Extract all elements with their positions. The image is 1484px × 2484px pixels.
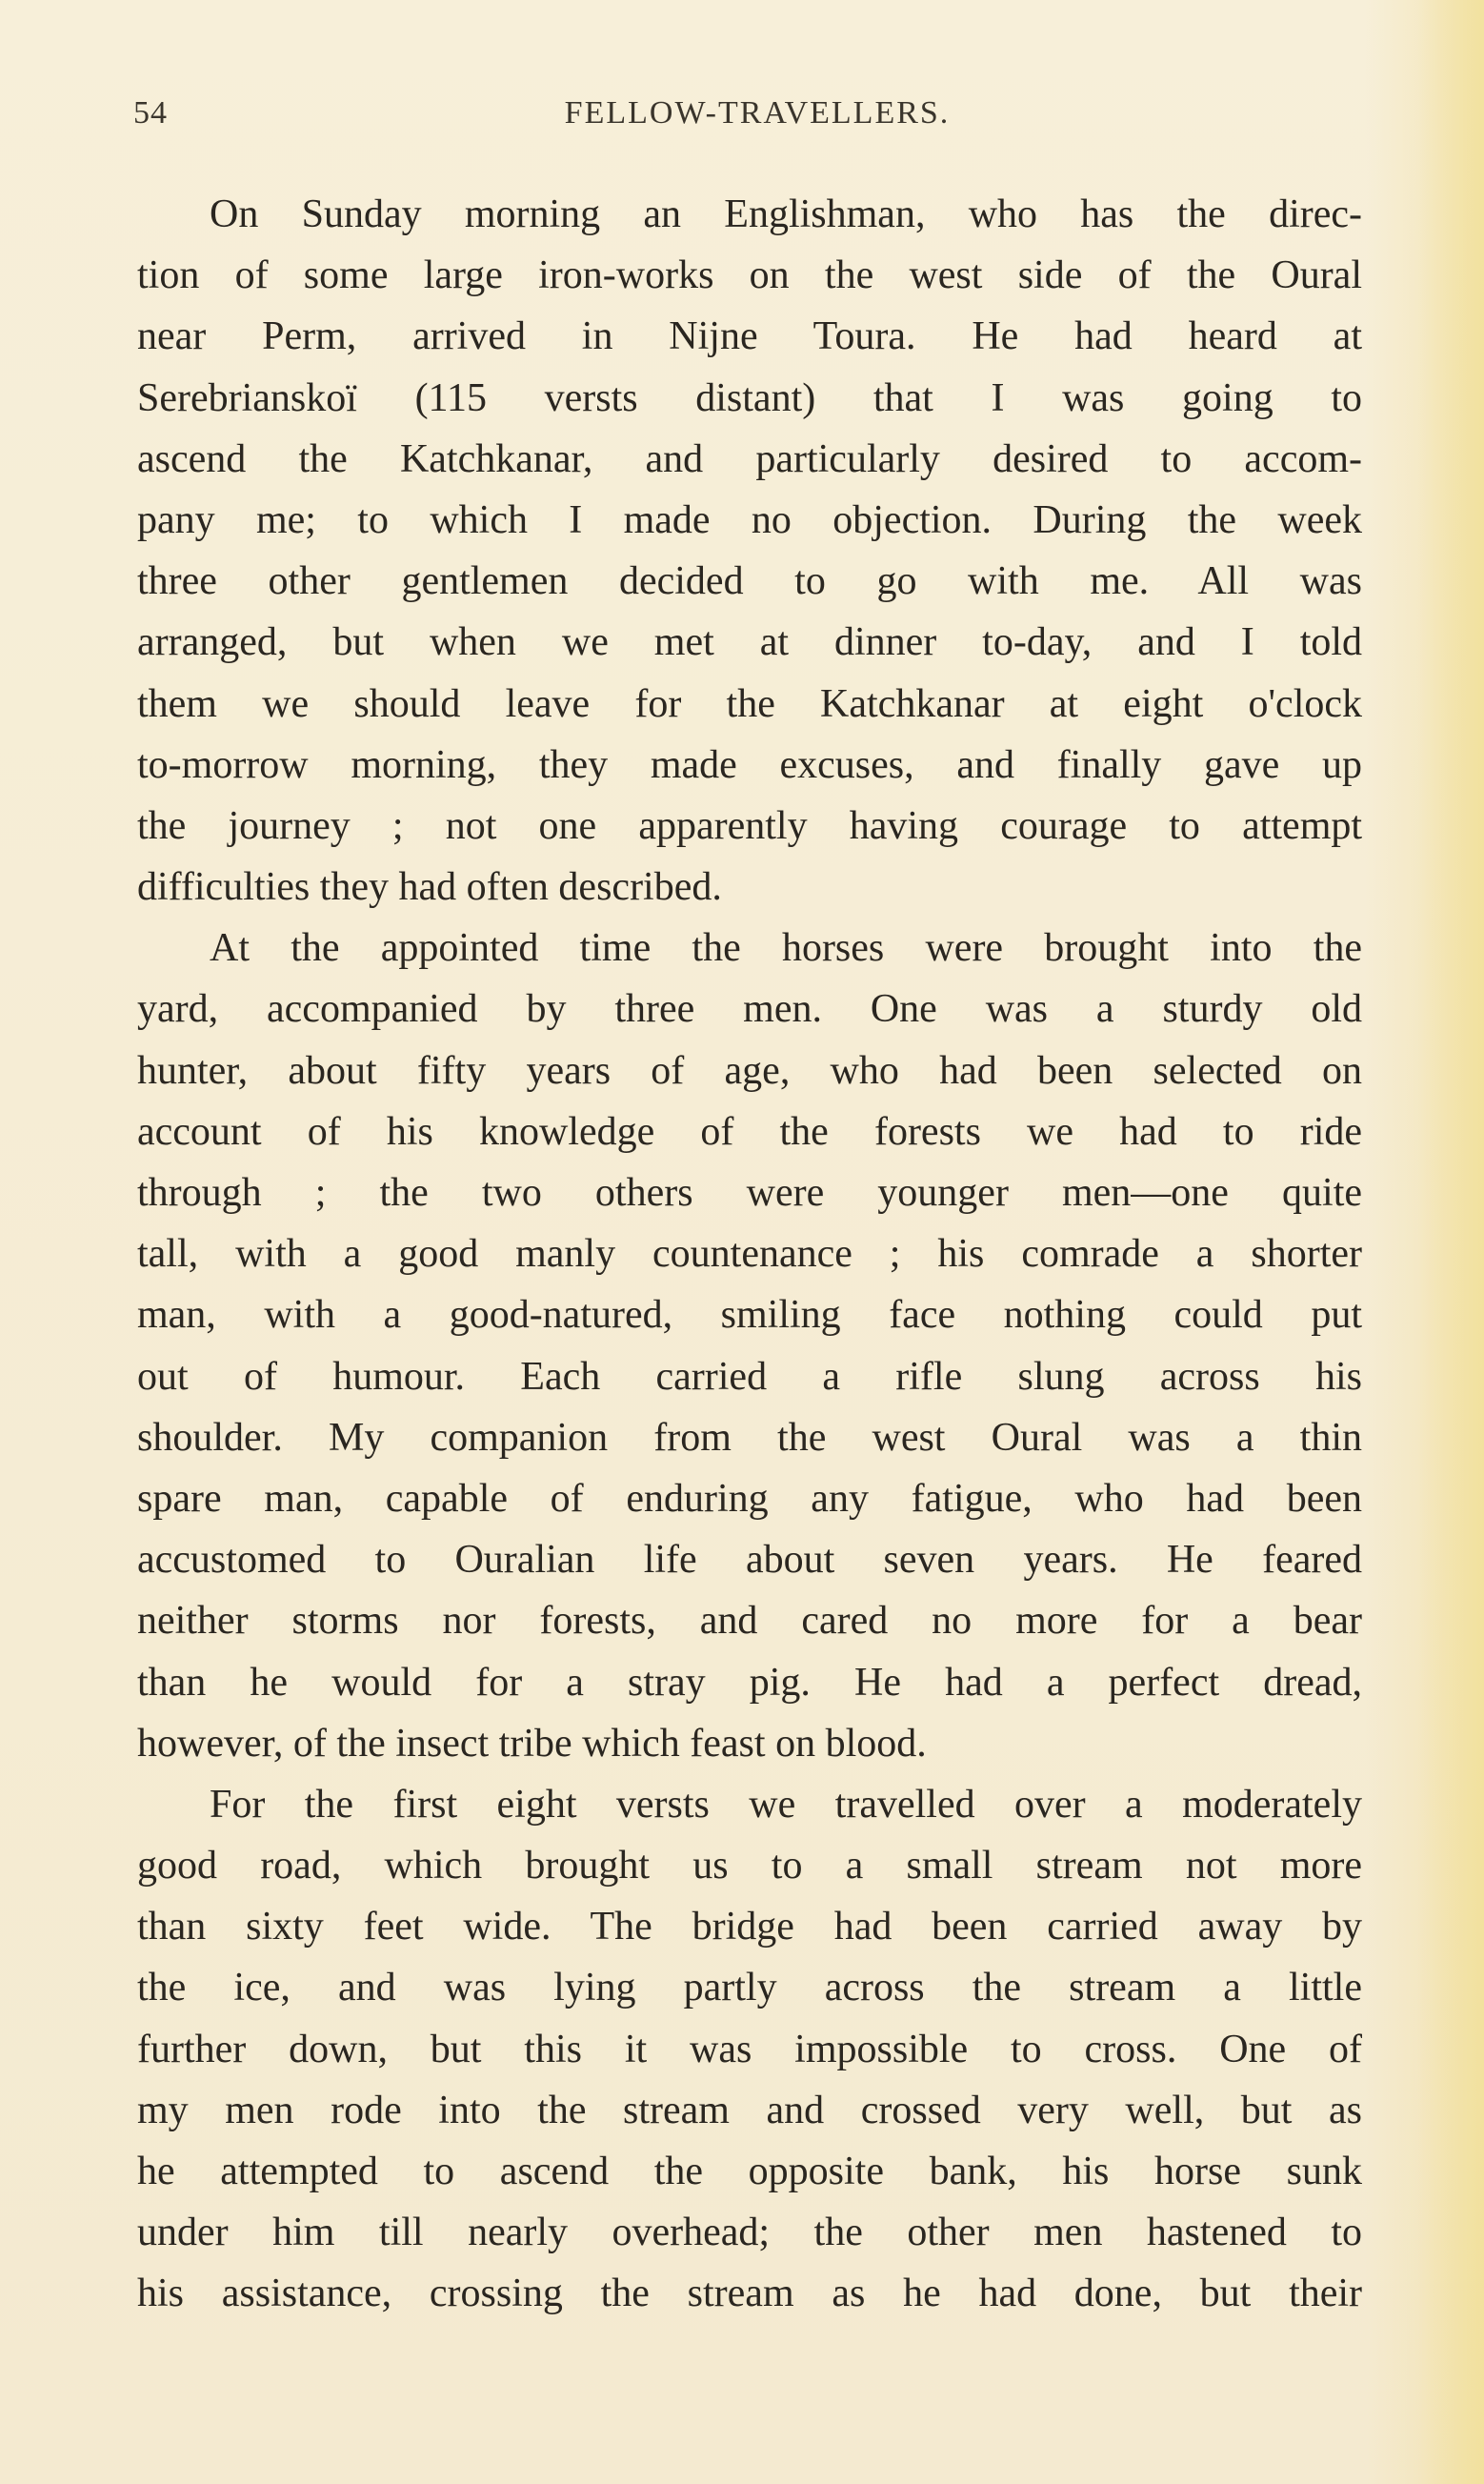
- text-line: than he would for a stray pig. He had a perfect dread,: [137, 1660, 1362, 1705]
- page-edge-shading: [1417, 0, 1484, 2484]
- text-line: the journey ; not one apparently having courage to attempt: [137, 803, 1363, 848]
- text-line: three other gentlemen decided to go with me. All was: [137, 559, 1362, 604]
- text-line: to-morrow morning, they made excuses, and finally gave up: [137, 742, 1362, 787]
- text-line: near Perm, arrived in Nijne Toura. He had heard at: [137, 314, 1362, 359]
- text-line: he attempted to ascend the opposite bank, his horse sunk: [137, 2150, 1362, 2193]
- page-header: [133, 95, 1362, 143]
- text-line: than sixty feet wide. The bridge had been carried away by: [137, 1905, 1363, 1949]
- text-line: arranged, but when we met at dinner to-day, and I told: [137, 620, 1363, 665]
- paragraph-2: [137, 918, 1362, 1774]
- text-line: the ice, and was lying partly across the stream a little: [137, 1966, 1362, 2010]
- text-line: out of humour. Each carried a rifle slung across his: [137, 1354, 1362, 1399]
- text-line: accustomed to Ouralian life about seven years. He feared: [137, 1538, 1362, 1583]
- text-line: further down, but this it was impossible to cross. One of: [137, 2027, 1362, 2071]
- text-line: yard, accompanied by three men. One was a sturdy old: [137, 987, 1362, 1032]
- text-line: good road, which brought us to a small stream not more: [137, 1844, 1362, 1888]
- text-line: At the appointed time the horses were brought into the: [210, 926, 1363, 971]
- page-number: 54: [133, 95, 168, 131]
- paragraph-1: [137, 184, 1362, 918]
- text-line: through ; the two others were younger men—one quite: [137, 1171, 1362, 1215]
- text-line: neither storms nor forests, and cared no more for a bear: [137, 1599, 1363, 1644]
- text-line: On Sunday morning an Englishman, who has the direc-: [210, 192, 1362, 236]
- text-line: pany me; to which I made no objection. During the week: [137, 497, 1362, 542]
- text-line: my men rode into the stream and crossed very well, but as: [137, 2088, 1362, 2132]
- text-line: however, of the insect tribe which feast on blood.: [137, 1721, 927, 1766]
- paragraph-3: [137, 1774, 1362, 2325]
- text-line: shoulder. My companion from the west Oural was a thin: [137, 1415, 1363, 1460]
- text-line: man, with a good-natured, smiling face nothing could put: [137, 1293, 1362, 1338]
- body-text: [137, 184, 1362, 2325]
- text-line: difficulties they had often described.: [137, 865, 722, 910]
- text-line: account of his knowledge of the forests we had to ride: [137, 1109, 1363, 1154]
- text-line: his assistance, crossing the stream as he had done, but their: [137, 2272, 1363, 2316]
- text-line: For the first eight versts we travelled over a moderately: [210, 1782, 1362, 1827]
- text-line: tall, with a good manly countenance ; his comrade a shorter: [137, 1232, 1362, 1277]
- text-line: spare man, capable of enduring any fatigue, who had been: [137, 1476, 1362, 1521]
- text-line: Serebrianskoï (115 versts distant) that I was going to: [137, 375, 1362, 420]
- text-line: them we should leave for the Katchkanar at eight o'clock: [137, 681, 1363, 726]
- text-line: under him till nearly overhead; the other men hastened to: [137, 2211, 1363, 2255]
- running-head: FELLOW-TRAVELLERS.: [564, 95, 951, 131]
- text-line: hunter, about fifty years of age, who had been selected on: [137, 1048, 1363, 1093]
- text-line: tion of some large iron-works on the west side of the Oural: [137, 253, 1362, 298]
- text-line: ascend the Katchkanar, and particularly desired to accom-: [137, 436, 1362, 481]
